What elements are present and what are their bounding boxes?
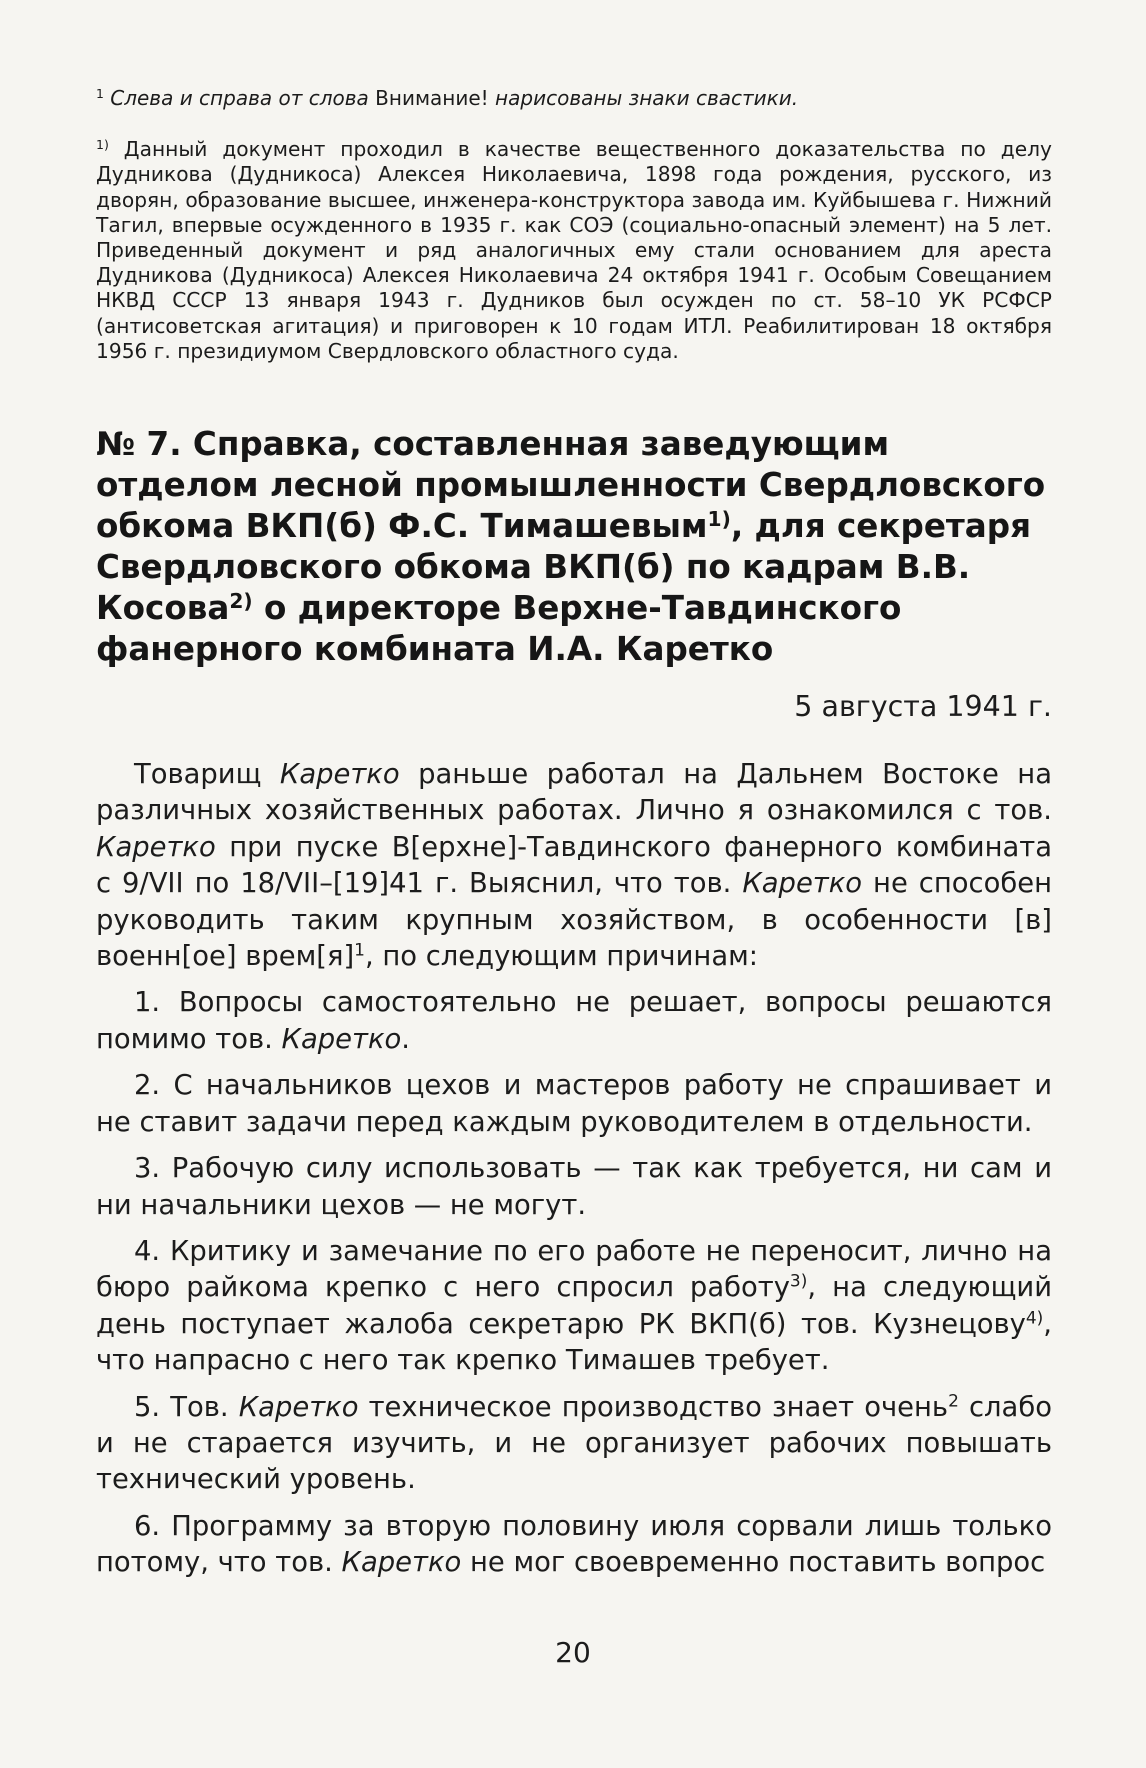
- list-item-3: 3. Рабочую силу использовать — так как требуется, ни сам и ни начальники цехов — не могут.: [96, 1153, 1052, 1221]
- footnote-ref: 1): [707, 506, 731, 531]
- page-number: 20: [555, 1636, 591, 1669]
- footnote-ref: 4): [1025, 1308, 1044, 1329]
- footnote-swastika: $^1$ Слева и справа от слова Внимание! нарисованы знаки свастики.: [96, 86, 799, 110]
- footnote-dudnikov: $^{1)}$ Данный документ проходил в качестве вещественного доказательства по делу Дудникова (Дудникоса) Алексея Николаевича, 1898 года рождения, русского, из дворян, образование высшее, инженера-конструктора завода им. Куйбышева г. Нижний Тагил, впервые осужденного в 1935 г. как СОЭ (социально-опасный элемент) на 5 лет. Приведенный документ и ряд аналогичных ему стали основанием для ареста Дудникова (Дудникоса) Алексея Николаевича 24 октября 1941 г. Особым Совещанием НКВД СССР 13 января 1943 г. Дудников был осужден по ст. 58–10 УК РСФСР (антисоветская агитация) и приговорен к 10 годам ИТЛ. Реабилитирован 18 октября 1956 г. президиумом Свердловского областного суда.: [96, 137, 1052, 363]
- page-content: [96, 86, 1052, 1582]
- footnote-marker: 1: [96, 86, 104, 102]
- footnote-marker: 1): [96, 137, 109, 153]
- footnote-ref: 2): [229, 588, 253, 613]
- intro-paragraph: Товарищ Каретко раньше работал на Дальнем Востоке на различных хозяйственных работах. Лично я ознакомился с тов. Каретко при пуске В[ерхне]-Тавдинского фанерного комбината с 9/VII по 18/VII–[19]41 г. Выяснил, что тов. Каретко не способен руководить таким крупным хозяйством, в особенности [в] военн[ое] $врем[я]^1$, по следующим причинам:: [96, 759, 1052, 973]
- list-item-4: 4. Критику и замечание по его работе не переносит, лично на бюро райкома крепко с него спросил работу$^{3)}$, на следующий день поступает жалоба секретарю РК ВКП(б) тов. Кузнецову$^{4)}$, что напрасно с него так крепко Тимашев требует.: [96, 1235, 1052, 1377]
- document-date: 5 августа 1941 г.: [794, 690, 1052, 724]
- footnote-ref: 3): [789, 1271, 808, 1292]
- document-heading: № 7. Справка, составленная заведующим отделом лесной промышленности Свердловского обкома ВКП(б) Ф.С. Тимашевым$^{1)}$, для секретаря Свердловского обкома ВКП(б) по кадрам В.В. Косова$^{2)}$ о директоре Верхне-Тавдинского фанерного комбината И.А. Каретко: [96, 425, 1046, 669]
- list-item-5: 5. Тов. Каретко техническое производство знает очень$^2$ слабо и не старается изучить, и не организует рабочих повышать технический уровень.: [96, 1391, 1052, 1496]
- list-item-2: 2. С начальников цехов и мастеров работу не спрашивает и не ставит задачи перед каждым руководителем в отдельности.: [96, 1070, 1052, 1138]
- list-item-1: 1. Вопросы самостоятельно не решает, вопросы решаются помимо тов. Каретко.: [96, 987, 1052, 1055]
- list-item-6: 6. Программу за вторую половину июля сорвали лишь только потому, что тов. Каретко не мог своевременно поставить вопрос: [96, 1510, 1052, 1579]
